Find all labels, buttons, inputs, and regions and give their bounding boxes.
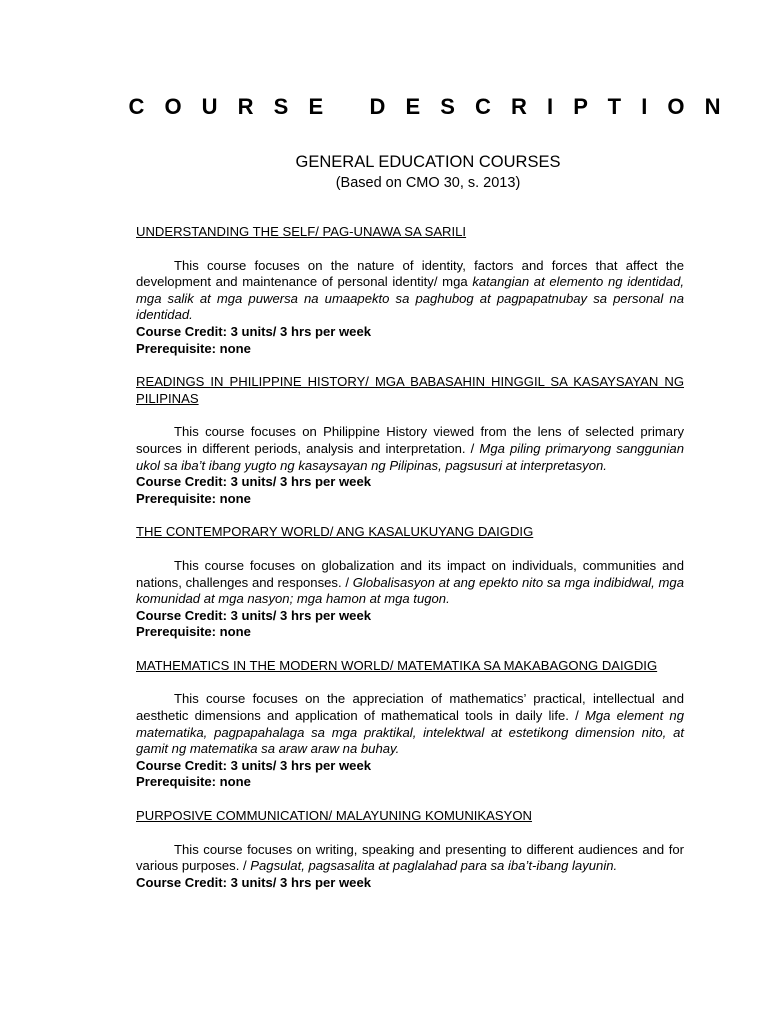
page-basis: (Based on CMO 30, s. 2013)	[335, 175, 521, 191]
course-description	[136, 558, 684, 608]
description-filipino: katangian at elemento ng identidad, mga salik at mga puwersa na umaapekto sa paghubog at pagpapatnubay sa personal na identidad.	[136, 274, 684, 323]
course-heading: READINGS IN PHILIPPINE HISTORY/ MGA BABASAHIN HINGGIL SA KASAYSAYAN NG PILIPINAS	[136, 374, 684, 406]
description-english: This course focuses on globalization and its impact on individuals, communities and nations, challenges and responses. /	[136, 557, 684, 590]
description-filipino: Mga piling primaryong sanggunian ukol sa iba’t ibang yugto ng kasaysayan ng Pilipinas, pagsusuri at interpretasyon.	[136, 440, 684, 473]
description-english: This course focuses on writing, speaking and presenting to different audiences and for various purposes. /	[136, 841, 684, 874]
course-heading: THE CONTEMPORARY WORLD/ ANG KASALUKUYANG DAIGDIG	[136, 524, 534, 540]
description-filipino: Mga element ng matematika, pagpapahalaga sa mga praktikal, intelektwal at estetikong dimension nito, at gamit ng matematika sa araw araw na buhay.	[136, 708, 684, 757]
course-section	[136, 808, 684, 891]
course-credit: Course Credit: 3 units/ 3 hrs per week	[136, 607, 372, 623]
course-heading: MATHEMATICS IN THE MODERN WORLD/ MATEMATIKA SA MAKABAGONG DAIGDIG	[136, 657, 658, 673]
course-credit: Course Credit: 3 units/ 3 hrs per week	[136, 757, 372, 773]
page-subtitle: GENERAL EDUCATION COURSES	[295, 153, 561, 171]
description-english: This course focuses on the nature of identity, factors and forces that affect the development and maintenance of personal identity/ mga	[136, 257, 684, 290]
page-title: C O U R S E D E S C R I P T I O N	[128, 94, 728, 119]
course-heading: PURPOSIVE COMMUNICATION/ MALAYUNING KOMUNIKASYON	[136, 808, 533, 824]
course-description	[136, 842, 684, 875]
course-prerequisite: Prerequisite: none	[136, 774, 251, 790]
course-section	[136, 524, 684, 641]
course-credit: Course Credit: 3 units/ 3 hrs per week	[136, 474, 372, 490]
course-description	[136, 424, 684, 474]
course-section	[136, 224, 684, 357]
description-english: This course focuses on Philippine History viewed from the lens of selected primary sources in different periods, analysis and interpretation. /	[136, 424, 684, 456]
course-list	[136, 224, 684, 908]
course-description	[136, 691, 684, 757]
course-prerequisite: Prerequisite: none	[136, 490, 251, 506]
description-filipino: Globalisasyon at ang epekto nito sa mga indibidwal, mga komunidad at mga nasyon; mga hamon at mga tugon.	[136, 574, 684, 607]
course-section	[136, 374, 684, 507]
course-description	[136, 258, 684, 324]
course-heading: UNDERSTANDING THE SELF/ PAG-UNAWA SA SARILI	[136, 224, 467, 239]
course-credit: Course Credit: 3 units/ 3 hrs per week	[136, 874, 372, 890]
course-section	[136, 658, 684, 791]
course-credit: Course Credit: 3 units/ 3 hrs per week	[136, 323, 372, 339]
description-english: This course focuses on the appreciation of mathematics’ practical, intellectual and aesthetic dimensions and application of mathematical tools in daily life. /	[136, 691, 684, 724]
description-filipino: Pagsulat, pagsasalita at paglalahad para sa iba’t-ibang layunin.	[250, 858, 618, 874]
course-prerequisite: Prerequisite: none	[136, 624, 251, 640]
course-prerequisite: Prerequisite: none	[136, 340, 251, 356]
